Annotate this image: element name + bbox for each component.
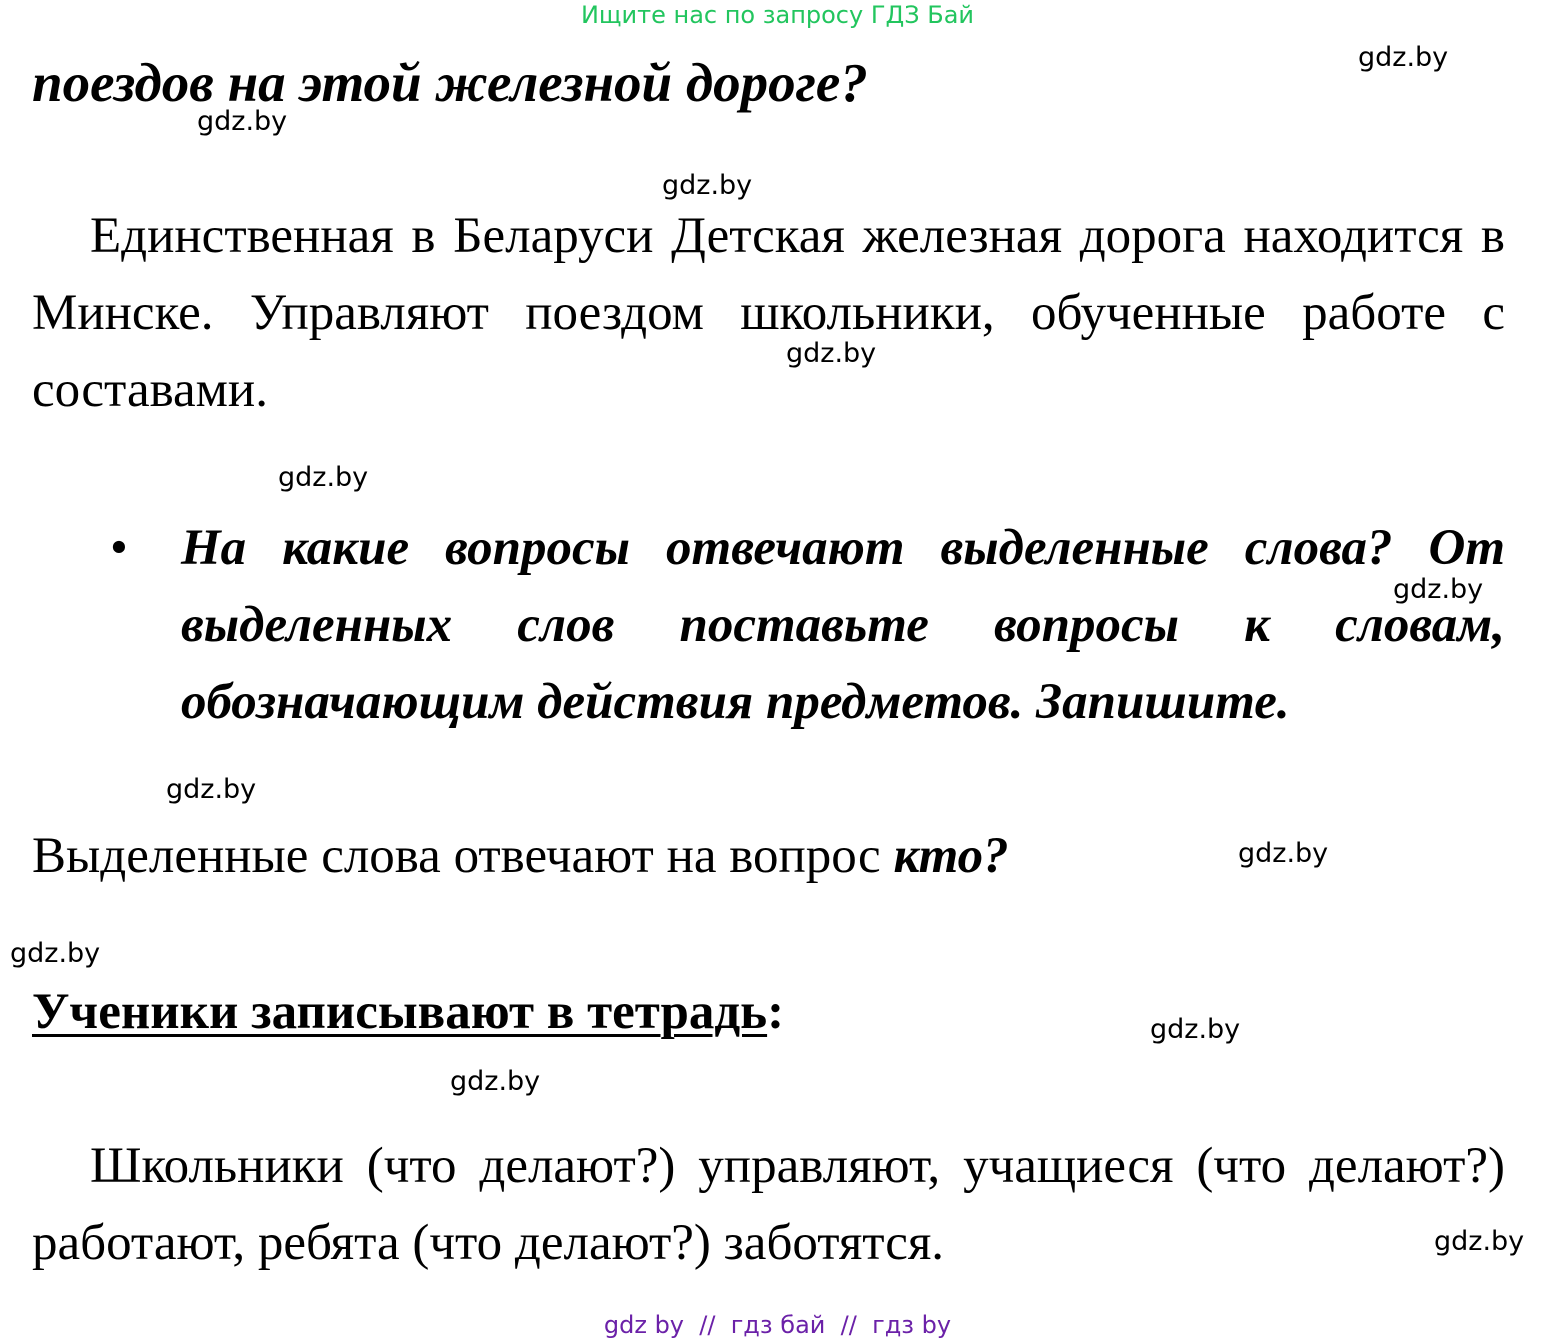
bullet-marker: • bbox=[110, 520, 128, 576]
answer-line-text: Выделенные слова отвечают на вопрос bbox=[32, 828, 894, 884]
notebook-paragraph bbox=[32, 1128, 1505, 1282]
notebook-paragraph-text: Школьники (что делают?) управляют, учащиеся (что делают?) работают, ребята (что делают?) заботятся. bbox=[32, 1138, 1505, 1271]
watermark: gdz.by bbox=[1434, 1226, 1525, 1257]
watermark: gdz.by bbox=[1358, 42, 1449, 73]
task-instruction: На какие вопросы отвечают выделенные слова? От выделенных слов поставьте вопросы к словам, обозначающим действия предметов. Запишите. bbox=[181, 520, 1505, 730]
notebook-heading-text: Ученики записывают в тетрадь bbox=[32, 984, 768, 1040]
footer-links[interactable]: gdz by // гдз бай // гдз by bbox=[603, 1311, 952, 1339]
answer-paragraph bbox=[32, 198, 1505, 429]
watermark: gdz.by bbox=[662, 170, 753, 201]
notebook-heading-colon: : bbox=[767, 984, 785, 1040]
watermark: gdz.by bbox=[166, 774, 257, 805]
watermark: gdz.by bbox=[10, 938, 101, 969]
answer-paragraph-text: Единственная в Беларуси Детская железная дорога находится в Минске. Управляют поездом школьники, обученные работе с составами. bbox=[32, 208, 1505, 418]
answer-line-emphasis: кто? bbox=[893, 828, 1009, 884]
question-heading: поездов на этой железной дороге? bbox=[32, 52, 868, 113]
notebook-heading bbox=[32, 982, 784, 1043]
watermark: gdz.by bbox=[197, 106, 288, 137]
search-note: Ищите нас по запросу ГДЗ Бай bbox=[580, 1, 975, 29]
watermark: gdz.by bbox=[278, 462, 369, 493]
answer-line bbox=[32, 826, 1009, 887]
watermark: gdz.by bbox=[450, 1066, 541, 1097]
watermark: gdz.by bbox=[1150, 1014, 1241, 1045]
watermark: gdz.by bbox=[1238, 838, 1329, 869]
watermark: gdz.by bbox=[1393, 574, 1484, 605]
watermark: gdz.by bbox=[786, 338, 877, 369]
